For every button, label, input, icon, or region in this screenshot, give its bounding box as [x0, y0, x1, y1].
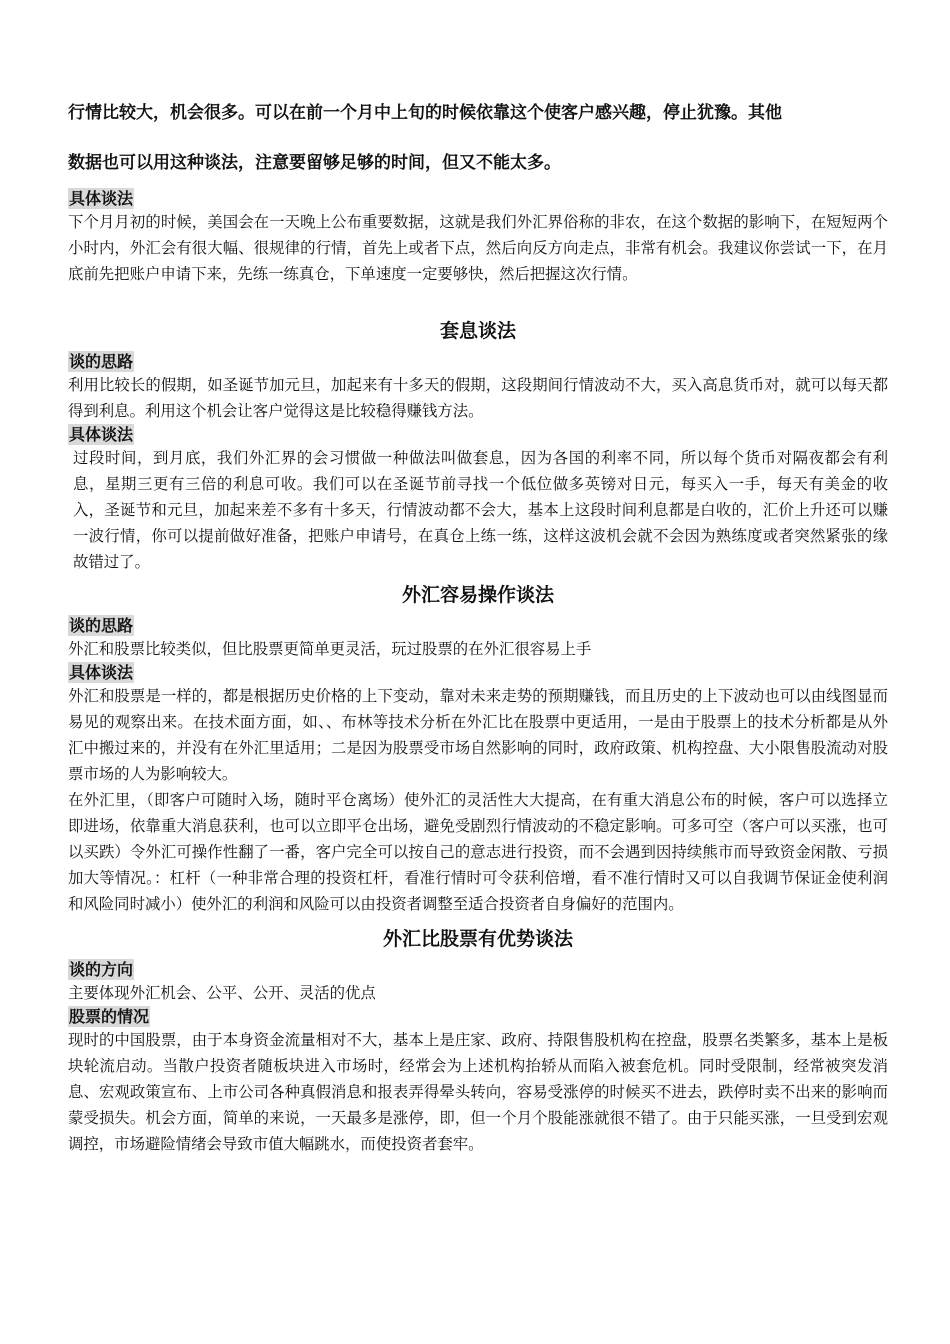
- section-label-direction: 谈的方向: [69, 960, 134, 979]
- intro-line-2: 数据也可以用这种谈法，注意要留够足够的时间，但又不能太多。: [68, 153, 561, 173]
- section-nonfarm: [68, 188, 888, 287]
- carry-method-text: 过段时间，到月底，我们外汇界的会习惯做一种做法叫做套息，因为各国的利率不同，所以每个货币对隔夜都会有利息，星期三更有三倍的利息可收。我们可以在圣诞节前寻找一个低位做多英镑对日元，每买入一手，每天有美金的收入，圣诞节和元旦，加起来差不多有十多天，行情波动都不会大，基本上这段时间利息都是白收的，汇价上升还可以赚一波行情，你可以提前做好准备，把账户申请号，在真仓上练一练，这样这波机会就不会因为熟练度或者突然紧张的缘故错过了。: [73, 449, 888, 571]
- nonfarm-text: 下个月月初的时候，美国会在一天晚上公布重要数据，这就是我们外汇界俗称的非农，在这个数据的影响下，在短短两个小时内，外汇会有很大幅、很规律的行情，首先上或者下点，然后向反方向走点，非常有机会。我建议你尝试一下，在月底前先把账户申请下来，先练一练真仓，下单速度一定要够快，然后把握这次行情。: [68, 213, 888, 283]
- section-title-advantage: 外汇比股票有优势谈法: [382, 928, 573, 950]
- section-label-method: 具体谈法: [69, 663, 134, 682]
- section-label-stock-situation: 股票的情况: [69, 1007, 150, 1026]
- section-title-carry: 套息谈法: [439, 320, 516, 342]
- section-advantage: [68, 925, 888, 1157]
- easy-method-text-1: 外汇和股票是一样的，都是根据历史价格的上下变动，靠对未来走势的预期赚钱，而且历史的上下波动也可以由线图显而易见的观察出来。在技术面方面，如、、布林等技术分析在外汇比在股票中更适用，一是由于股票上的技术分析都是从外汇中搬过来的，并没有在外汇里适用；二是因为股票受市场自然影响的同时，政府政策、机构控盘、大小限售股流动对股票市场的人为影响较大。: [68, 687, 888, 783]
- carry-approach-text: 利用比较长的假期，如圣诞节加元旦，加起来有十多天的假期，这段期间行情波动不大，买入高息货币对，就可以每天都得到利息。利用这个机会让客户觉得这是比较稳得赚钱方法。: [68, 376, 888, 420]
- advantage-direction-text: 主要体现外汇机会、公平、公开、灵活的优点: [68, 984, 376, 1002]
- section-label-method: 具体谈法: [69, 425, 134, 444]
- easy-method-text-2: 在外汇里，（即客户可随时入场，随时平仓离场）使外汇的灵活性大大提高，在有重大消息公布的时候，客户可以选择立即进场，依靠重大消息获利，也可以立即平仓出场，避免受剧烈行情波动的不稳定影响。可多可空（客户可以买涨，也可以买跌）令外汇可操作性翻了一番，客户完全可以按自己的意志进行投资，而不会遇到因持续熊市而导致资金闲散、亏损加大等情况。：杠杆（一种非常合理的投资杠杆，看准行情时可令获利倍增，看不准行情时又可以自我调节保证金使利润和风险同时减小）使外汇的利润和风险可以由投资者调整至适合投资者自身偏好的范围内。: [68, 791, 888, 913]
- intro-line-1: 行情比较大，机会很多。可以在前一个月中上旬的时候依靠这个使客户感兴趣，停止犹豫。其他: [68, 103, 782, 123]
- section-label-approach: 谈的思路: [69, 352, 134, 371]
- section-carry: [68, 317, 888, 575]
- section-label-method: 具体谈法: [69, 189, 134, 208]
- section-label-approach: 谈的思路: [69, 616, 134, 635]
- document-page: [68, 84, 888, 1157]
- easy-approach-text: 外汇和股票比较类似，但比股票更简单更灵活，玩过股票的在外汇很容易上手: [68, 640, 592, 658]
- advantage-stock-text: 现时的中国股票，由于本身资金流量相对不大，基本上是庄家、政府、持限售股机构在控盘，股票名类繁多，基本上是板块轮流启动。当散户投资者随板块进入市场时，经常会为上述机构抬轿从而陷入被套危机。同时受限制，经常被突发消息、宏观政策宣布、上市公司各种真假消息和报表弄得晕头转向，容易受涨停的时候买不进去，跌停时卖不出来的影响而蒙受损失。机会方面，简单的来说，一天最多是涨停，即，但一个月个股能涨就很不错了。由于只能买涨，一旦受到宏观调控，市场避险情绪会导致市值大幅跳水，而使投资者套牢。: [68, 1031, 888, 1153]
- section-easy: [68, 581, 888, 917]
- section-title-easy: 外汇容易操作谈法: [401, 584, 554, 606]
